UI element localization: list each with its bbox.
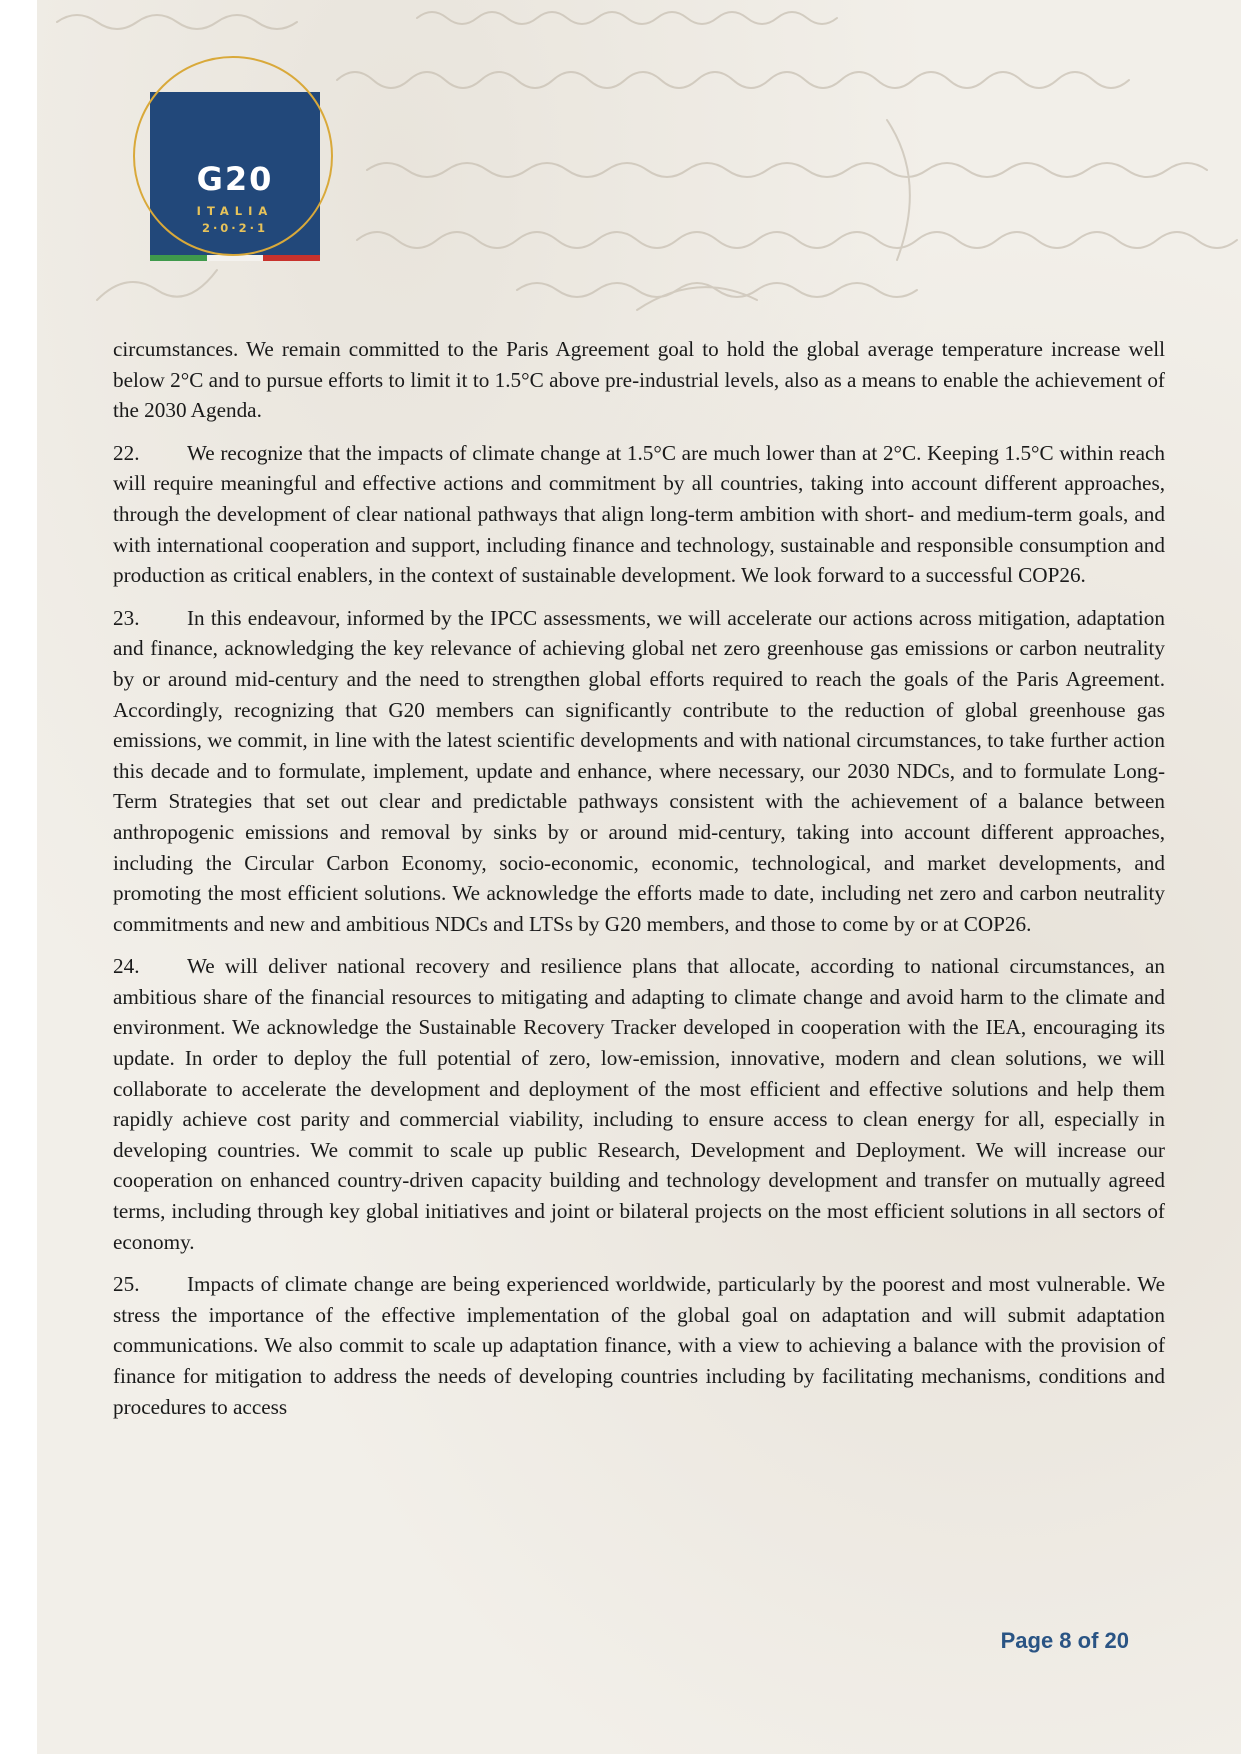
paragraph-24	[113, 951, 1165, 1257]
paragraph-continuation	[113, 334, 1165, 426]
logo-country: ITALIA	[196, 204, 274, 218]
g20-italia-logo	[133, 56, 339, 266]
logo-title: G20	[196, 160, 274, 198]
paragraph-number: 24.	[113, 954, 140, 979]
paragraph-text: Impacts of climate change are being experienced worldwide, particularly by the poorest and most vulnerable. We stress the importance of the effective implementation of the global goal on adaptation and will submit adaptation communications. We also commit to scale up adaptation finance, with a view to achieving a balance with the provision of finance for mitigation to address the needs of developing countries including by facilitating mechanisms, conditions and procedures to access	[113, 1272, 1165, 1419]
paragraph-23	[113, 603, 1165, 940]
paragraph-number: 25.	[113, 1272, 140, 1297]
document-page	[37, 0, 1241, 1754]
paragraph-22	[113, 438, 1165, 591]
document-body	[113, 334, 1165, 1434]
paragraph-number: 22.	[113, 440, 140, 465]
paragraph-text: circumstances. We remain committed to the Paris Agreement goal to hold the global average temperature increase well below 2°C and to pursue efforts to limit it to 1.5°C above pre-industrial levels, also as a means to enable the achievement of the 2030 Agenda.	[113, 337, 1165, 423]
paragraph-text: We will deliver national recovery and resilience plans that allocate, according to national circumstances, an ambitious share of the financial resources to mitigating and adapting to climate change and avoid harm to the climate and environment. We acknowledge the Sustainable Recovery Tracker developed in cooperation with the IEA, encouraging its update. In order to deploy the full potential of zero, low-emission, innovative, modern and clean solutions, we will collaborate to accelerate the development and deployment of the most efficient and effective solutions and help them rapidly achieve cost parity and commercial viability, including to ensure access to clean energy for all, especially in developing countries. We commit to scale up public Research, Development and Deployment. We will increase our cooperation on enhanced country-driven capacity building and technology development and transfer on mutually agreed terms, including through key global initiatives and joint or bilateral projects on the most efficient solutions in all sectors of economy.	[113, 954, 1165, 1254]
paragraph-number: 23.	[113, 605, 140, 630]
paragraph-text: We recognize that the impacts of climate change at 1.5°C are much lower than at 2°C. Keeping 1.5°C within reach will require meaningful and effective actions and commitment by all countries, taking into account different approaches, through the development of clear national pathways that align long-term ambition with short- and medium-term goals, and with international cooperation and support, including finance and technology, sustainable and responsible consumption and production as critical enablers, in the context of sustainable development. We look forward to a successful COP26.	[113, 440, 1165, 588]
page-number: Page 8 of 20	[1000, 1628, 1129, 1653]
paragraph-25	[113, 1269, 1165, 1422]
logo-year: 2·0·2·1	[201, 221, 269, 235]
paragraph-text: In this endeavour, informed by the IPCC assessments, we will accelerate our actions across mitigation, adaptation and finance, acknowledging the key relevance of achieving global net zero greenhouse gas emissions or carbon neutrality by or around mid-century and the need to strengthen global efforts required to reach the goals of the Paris Agreement. Accordingly, recognizing that G20 members can significantly contribute to the reduction of global greenhouse gas emissions, we commit, in line with the latest scientific developments and with national circumstances, to take further action this decade and to formulate, implement, update and enhance, where necessary, our 2030 NDCs, and to formulate Long-Term Strategies that set out clear and predictable pathways consistent with the achievement of a balance between anthropogenic emissions and removal by sinks by or around mid-century, taking into account different approaches, including the Circular Carbon Economy, socio-economic, economic, technological, and market developments, and promoting the most efficient solutions. We acknowledge the efforts made to date, including net zero and carbon neutrality commitments and new and ambitious NDCs and LTSs by G20 members, and those to come by or at COP26.	[113, 605, 1165, 936]
